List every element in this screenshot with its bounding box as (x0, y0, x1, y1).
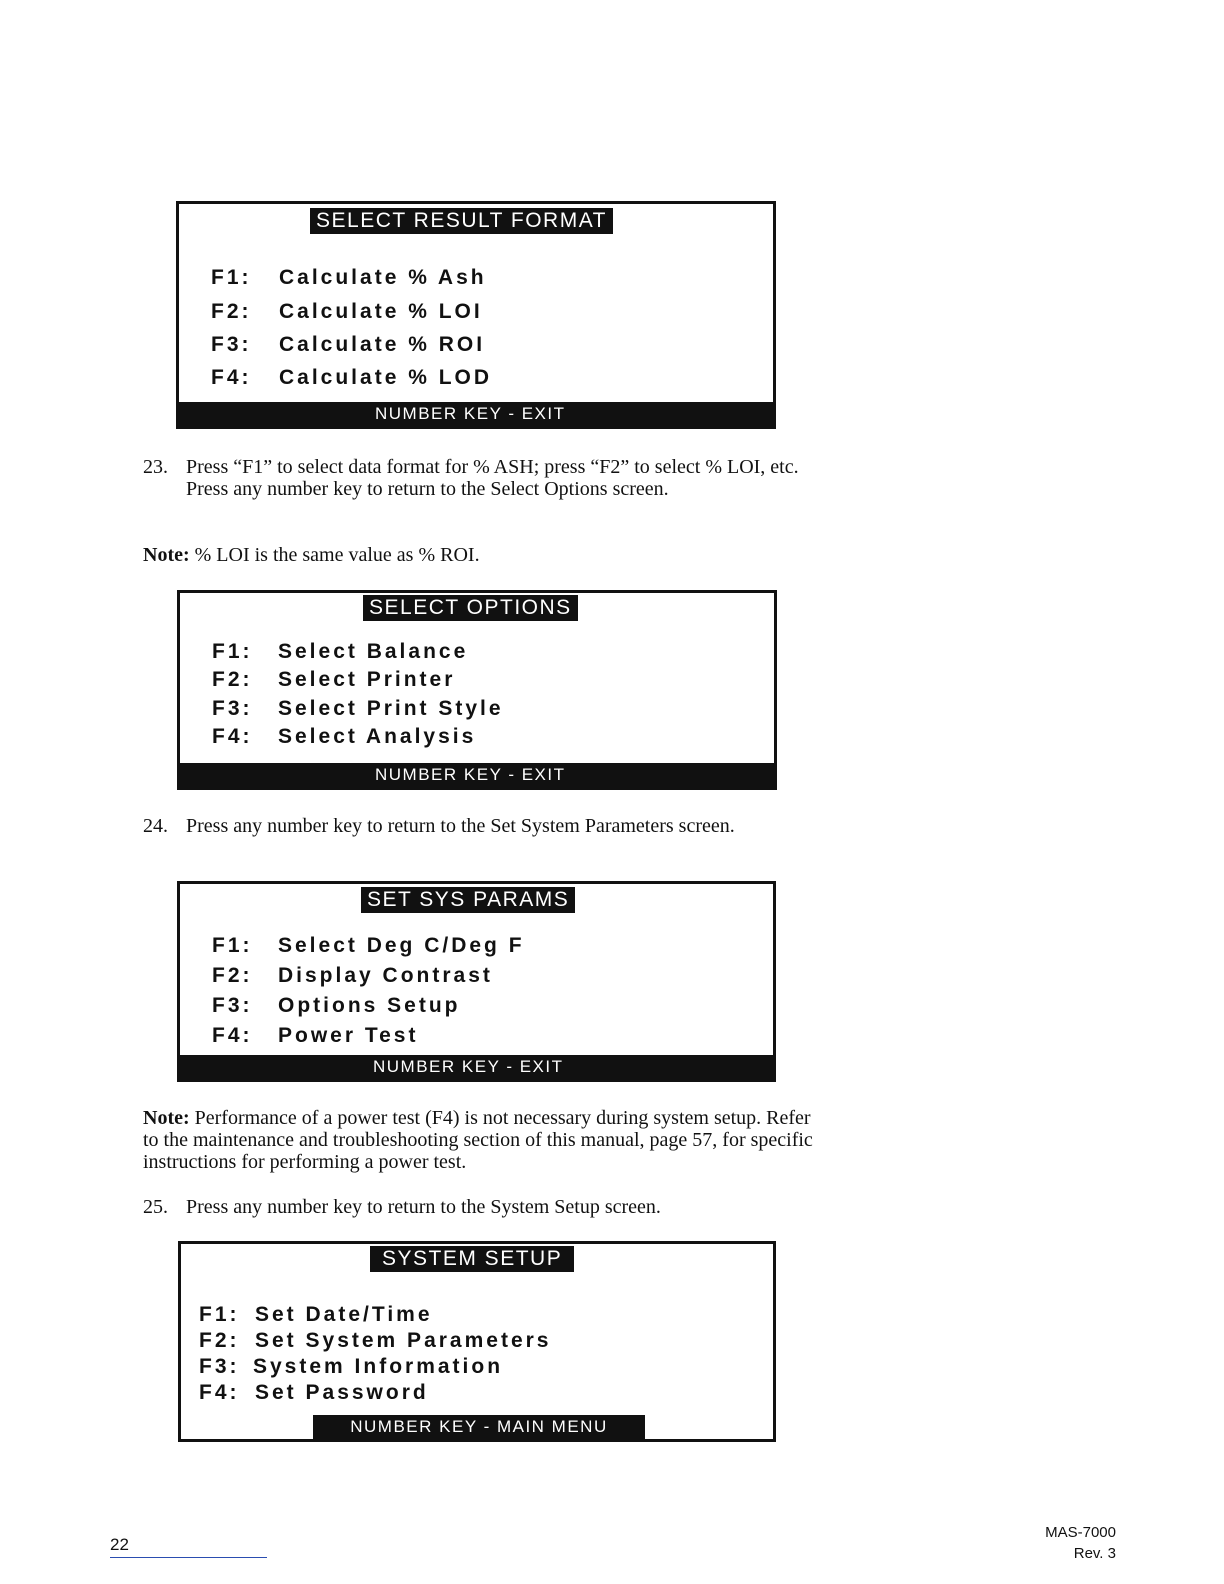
menu-item-label: Calculate % ROI (279, 333, 486, 356)
step-24 (143, 815, 823, 861)
system-setup-screen (178, 1241, 776, 1442)
function-key: F4: (199, 1381, 240, 1404)
document-id (1045, 1522, 1116, 1564)
function-key: F4: (212, 1024, 253, 1047)
function-key: F4: (211, 366, 252, 389)
menu-item-label: Select Balance (278, 640, 469, 663)
menu-item-label: Options Setup (278, 994, 461, 1017)
footer-label: NUMBER KEY - EXIT (375, 404, 566, 423)
note-text: % LOI is the same value as % ROI. (189, 544, 480, 566)
function-key: F2: (199, 1329, 240, 1352)
menu-item-label: Select Print Style (278, 697, 504, 720)
function-key: F2: (212, 668, 253, 691)
function-key: F2: (212, 964, 253, 987)
menu-item-label: Set System Parameters (255, 1329, 552, 1352)
page-number: 22 (110, 1535, 129, 1554)
function-key: F1: (211, 266, 252, 289)
screen-footer (180, 763, 774, 787)
document-code: MAS-7000 (1045, 1524, 1116, 1541)
step-text: Press any number key to return to the System Setup screen. (186, 1196, 661, 1218)
screen-title: SELECT OPTIONS (363, 595, 578, 621)
screen-footer: NUMBER KEY - MAIN MENU (313, 1415, 645, 1439)
screen-title: SYSTEM SETUP (370, 1246, 574, 1272)
step-number: 24. (143, 815, 168, 837)
screen-footer (179, 402, 773, 426)
note-power-test (143, 1107, 823, 1173)
menu-item-label: Calculate % LOI (279, 300, 483, 323)
note-label: Note: (143, 1107, 190, 1129)
function-key: F3: (211, 333, 252, 356)
select-options-screen (177, 590, 777, 790)
note-label: Note: (143, 544, 190, 566)
menu-item-label: Display Contrast (278, 964, 493, 987)
footer-label: NUMBER KEY - EXIT (373, 1057, 564, 1076)
menu-item-label: Power Test (278, 1024, 419, 1047)
step-23 (143, 456, 823, 526)
note-text: Performance of a power test (F4) is not necessary during system setup. Refer to the maintenance and troubleshooting section of this manual, page 57, for specific instructions for performing a power test. (143, 1107, 813, 1173)
step-25 (143, 1196, 823, 1220)
select-result-format-screen (176, 201, 776, 429)
set-sys-params-screen (177, 881, 776, 1082)
menu-item-label: Select Analysis (278, 725, 477, 748)
function-key: F4: (212, 725, 253, 748)
function-key: F1: (199, 1303, 240, 1326)
function-key: F3: (212, 697, 253, 720)
menu-item-label: Set Password (255, 1381, 429, 1404)
menu-item-label: Calculate % Ash (279, 266, 487, 289)
step-number: 23. (143, 456, 168, 478)
page-number-rule (110, 1557, 267, 1558)
menu-item-label: Select Printer (278, 668, 456, 691)
step-text: Press any number key to return to the Set System Parameters screen. (186, 815, 735, 837)
function-key: F1: (212, 934, 253, 957)
screen-title: SET SYS PARAMS (361, 887, 575, 913)
document-revision: Rev. 3 (1073, 1545, 1116, 1562)
footer-label: NUMBER KEY - EXIT (375, 765, 566, 784)
screen-footer (180, 1055, 773, 1079)
step-number: 25. (143, 1196, 168, 1218)
screen-title: SELECT RESULT FORMAT (310, 208, 613, 234)
menu-item-label: System Information (253, 1355, 504, 1378)
function-key: F3: (199, 1355, 240, 1378)
function-key: F2: (211, 300, 252, 323)
menu-item-label: Calculate % LOD (279, 366, 493, 389)
step-text: Press “F1” to select data format for % ASH; press “F2” to select % LOI, etc. Press any number key to return to the Select Options screen. (186, 456, 799, 500)
note-loi-roi (143, 544, 823, 566)
menu-item-label: Set Date/Time (255, 1303, 433, 1326)
function-key: F1: (212, 640, 253, 663)
function-key: F3: (212, 994, 253, 1017)
menu-item-label: Select Deg C/Deg F (278, 934, 525, 957)
